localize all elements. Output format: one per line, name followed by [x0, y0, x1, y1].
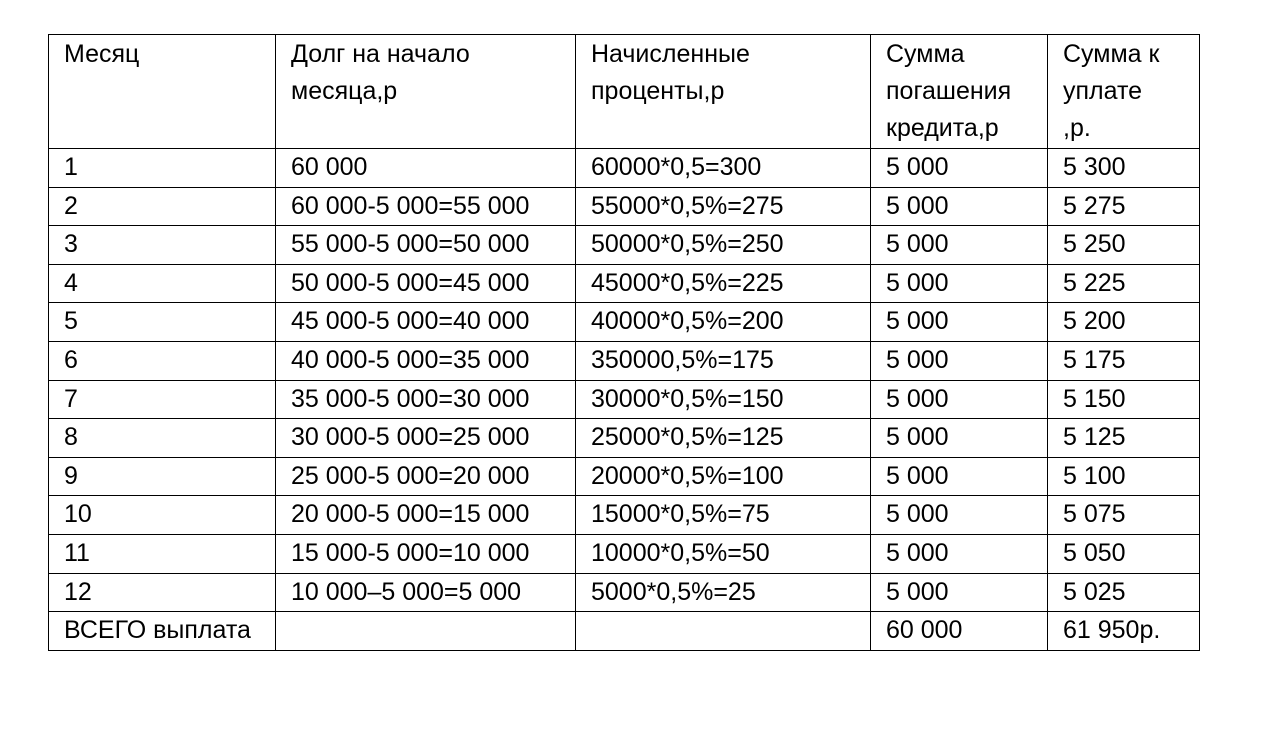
payment-cell: 5 300	[1048, 149, 1200, 188]
interest-cell: 40000*0,5%=200	[576, 303, 871, 342]
table-row	[49, 496, 1200, 535]
repayment-cell: 5 000	[871, 496, 1048, 535]
header-repayment	[871, 35, 1048, 149]
repayment-cell: 5 000	[871, 264, 1048, 303]
payment-cell: 5 100	[1048, 457, 1200, 496]
month-cell: 4	[49, 264, 276, 303]
total-row	[49, 612, 1200, 651]
repayment-cell: 5 000	[871, 380, 1048, 419]
header-payment-line: Сумма к	[1063, 40, 1160, 68]
debt-cell: 35 000-5 000=30 000	[276, 380, 576, 419]
total-repayment-cell: 60 000	[871, 612, 1048, 651]
table-row	[49, 380, 1200, 419]
debt-cell: 25 000-5 000=20 000	[276, 457, 576, 496]
header-month	[49, 35, 276, 149]
payment-cell: 5 200	[1048, 303, 1200, 342]
debt-cell: 60 000-5 000=55 000	[276, 187, 576, 226]
credit-repayment-table	[48, 34, 1200, 651]
interest-cell: 45000*0,5%=225	[576, 264, 871, 303]
payment-cell: 5 125	[1048, 419, 1200, 458]
header-debt	[276, 35, 576, 149]
month-cell: 10	[49, 496, 276, 535]
table-row	[49, 573, 1200, 612]
repayment-cell: 5 000	[871, 573, 1048, 612]
interest-cell: 50000*0,5%=250	[576, 226, 871, 265]
total-label-cell: ВСЕГО выплата	[49, 612, 276, 651]
header-interest-line: Начисленные	[591, 40, 750, 68]
header-repayment-line: Сумма	[886, 40, 965, 68]
month-cell: 11	[49, 534, 276, 573]
table-row	[49, 534, 1200, 573]
payment-cell: 5 225	[1048, 264, 1200, 303]
debt-cell: 55 000-5 000=50 000	[276, 226, 576, 265]
debt-cell: 45 000-5 000=40 000	[276, 303, 576, 342]
header-payment	[1048, 35, 1200, 149]
debt-cell: 30 000-5 000=25 000	[276, 419, 576, 458]
interest-cell: 10000*0,5%=50	[576, 534, 871, 573]
total-debt-cell	[276, 612, 576, 651]
interest-cell: 350000,5%=175	[576, 341, 871, 380]
month-cell: 6	[49, 341, 276, 380]
header-month-line: Месяц	[64, 40, 140, 68]
table-row	[49, 419, 1200, 458]
table-row	[49, 457, 1200, 496]
table-row	[49, 303, 1200, 342]
repayment-cell: 5 000	[871, 534, 1048, 573]
month-cell: 5	[49, 303, 276, 342]
table-row	[49, 149, 1200, 188]
debt-cell: 15 000-5 000=10 000	[276, 534, 576, 573]
debt-cell: 10 000–5 000=5 000	[276, 573, 576, 612]
debt-cell: 50 000-5 000=45 000	[276, 264, 576, 303]
repayment-cell: 5 000	[871, 149, 1048, 188]
payment-cell: 5 150	[1048, 380, 1200, 419]
month-cell: 12	[49, 573, 276, 612]
total-payment-cell: 61 950р.	[1048, 612, 1200, 651]
repayment-cell: 5 000	[871, 341, 1048, 380]
month-cell: 3	[49, 226, 276, 265]
document-page	[48, 34, 1200, 651]
payment-cell: 5 275	[1048, 187, 1200, 226]
month-cell: 7	[49, 380, 276, 419]
month-cell: 8	[49, 419, 276, 458]
month-cell: 2	[49, 187, 276, 226]
repayment-cell: 5 000	[871, 419, 1048, 458]
month-cell: 1	[49, 149, 276, 188]
month-cell: 9	[49, 457, 276, 496]
header-debt-line: месяца,р	[291, 77, 398, 105]
header-debt-line: Долг на начало	[291, 40, 470, 68]
header-repayment-line: кредита,р	[886, 114, 999, 142]
table-row	[49, 264, 1200, 303]
interest-cell: 60000*0,5=300	[576, 149, 871, 188]
debt-cell: 20 000-5 000=15 000	[276, 496, 576, 535]
interest-cell: 5000*0,5%=25	[576, 573, 871, 612]
header-payment-line: уплате	[1063, 77, 1143, 105]
debt-cell: 40 000-5 000=35 000	[276, 341, 576, 380]
table-row	[49, 341, 1200, 380]
header-repayment-line: погашения	[886, 77, 1012, 105]
total-interest-cell	[576, 612, 871, 651]
interest-cell: 15000*0,5%=75	[576, 496, 871, 535]
interest-cell: 30000*0,5%=150	[576, 380, 871, 419]
payment-cell: 5 075	[1048, 496, 1200, 535]
table-row	[49, 187, 1200, 226]
payment-cell: 5 250	[1048, 226, 1200, 265]
repayment-cell: 5 000	[871, 303, 1048, 342]
header-payment-line: ,р.	[1063, 114, 1091, 142]
header-row	[49, 35, 1200, 149]
interest-cell: 20000*0,5%=100	[576, 457, 871, 496]
header-interest	[576, 35, 871, 149]
payment-cell: 5 175	[1048, 341, 1200, 380]
debt-cell: 60 000	[276, 149, 576, 188]
interest-cell: 55000*0,5%=275	[576, 187, 871, 226]
payment-cell: 5 050	[1048, 534, 1200, 573]
repayment-cell: 5 000	[871, 457, 1048, 496]
header-interest-line: проценты,р	[591, 77, 725, 105]
interest-cell: 25000*0,5%=125	[576, 419, 871, 458]
repayment-cell: 5 000	[871, 187, 1048, 226]
table-row	[49, 226, 1200, 265]
payment-cell: 5 025	[1048, 573, 1200, 612]
repayment-cell: 5 000	[871, 226, 1048, 265]
